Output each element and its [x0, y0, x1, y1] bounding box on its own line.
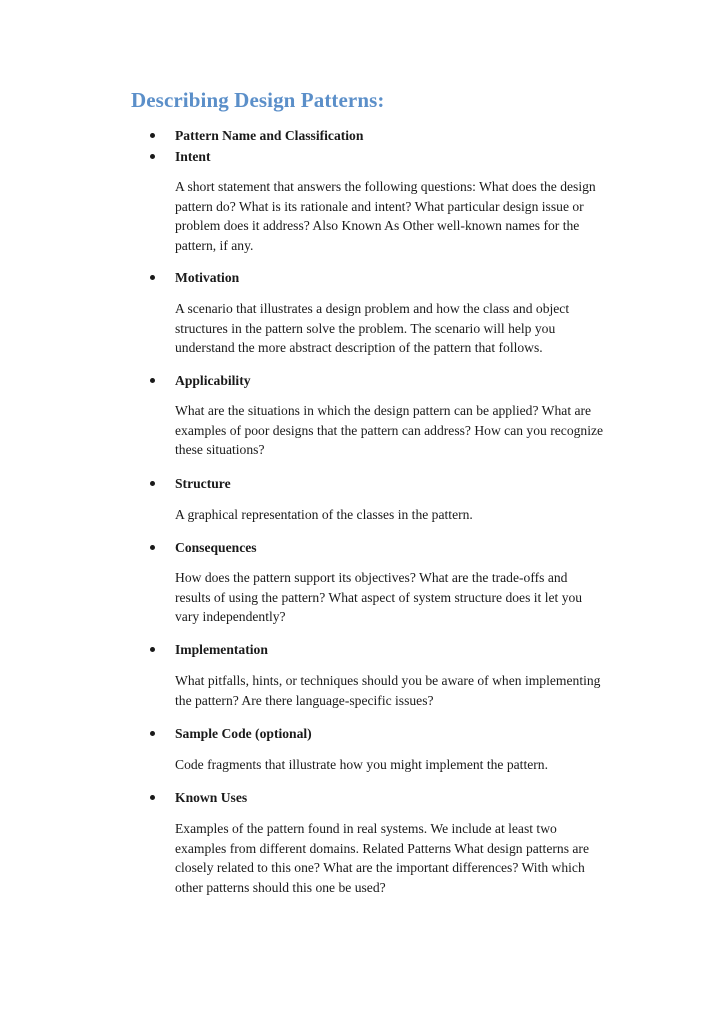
section-description: Code fragments that illustrate how you might implement the pattern. [175, 757, 548, 772]
section-heading: Implementation [175, 642, 268, 657]
section-description: A short statement that answers the following questions: What does the design pattern do? What is its rationale and intent? What particular design issue or problem does it address? Also Known As Other well-known names for the pattern, if any. [175, 179, 596, 253]
bullet-icon [150, 481, 155, 486]
section-heading: Applicability [175, 373, 251, 388]
section-description: A scenario that illustrates a design problem and how the class and object structures in the pattern solve the problem. The scenario will help you understand the more abstract description of the pattern that follows. [175, 301, 570, 355]
section-heading: Motivation [175, 270, 240, 285]
section-heading: Consequences [175, 540, 257, 555]
bullet-icon [150, 795, 155, 800]
bullet-icon [150, 731, 155, 736]
section-description: What are the situations in which the design pattern can be applied? What are examples of poor designs that the pattern can address? How can you recognize these situations? [175, 403, 604, 457]
section-description: How does the pattern support its objectives? What are the trade-offs and results of using the pattern? What aspect of system structure does it let you vary independently? [175, 570, 583, 624]
document-title: Describing Design Patterns: [131, 88, 385, 112]
section-heading: Sample Code (optional) [175, 726, 312, 741]
section-heading: Intent [175, 149, 211, 164]
bullet-icon [150, 154, 155, 159]
bullet-icon [150, 378, 155, 383]
section-heading: Structure [175, 476, 231, 491]
bullet-icon [150, 545, 155, 550]
bullet-icon [150, 133, 155, 138]
section-heading: Known Uses [175, 790, 248, 805]
bullet-icon [150, 275, 155, 280]
section-description: A graphical representation of the classes in the pattern. [175, 507, 473, 522]
section-heading: Pattern Name and Classification [175, 128, 364, 143]
bullet-icon [150, 647, 155, 652]
section-description: What pitfalls, hints, or techniques should you be aware of when implementing the pattern? Are there language-specific issues? [175, 673, 601, 708]
section-description: Examples of the pattern found in real systems. We include at least two examples from different domains. Related Patterns What design patterns are closely related to this one? What are the important differences? With which other patterns should this one be used? [175, 821, 589, 895]
